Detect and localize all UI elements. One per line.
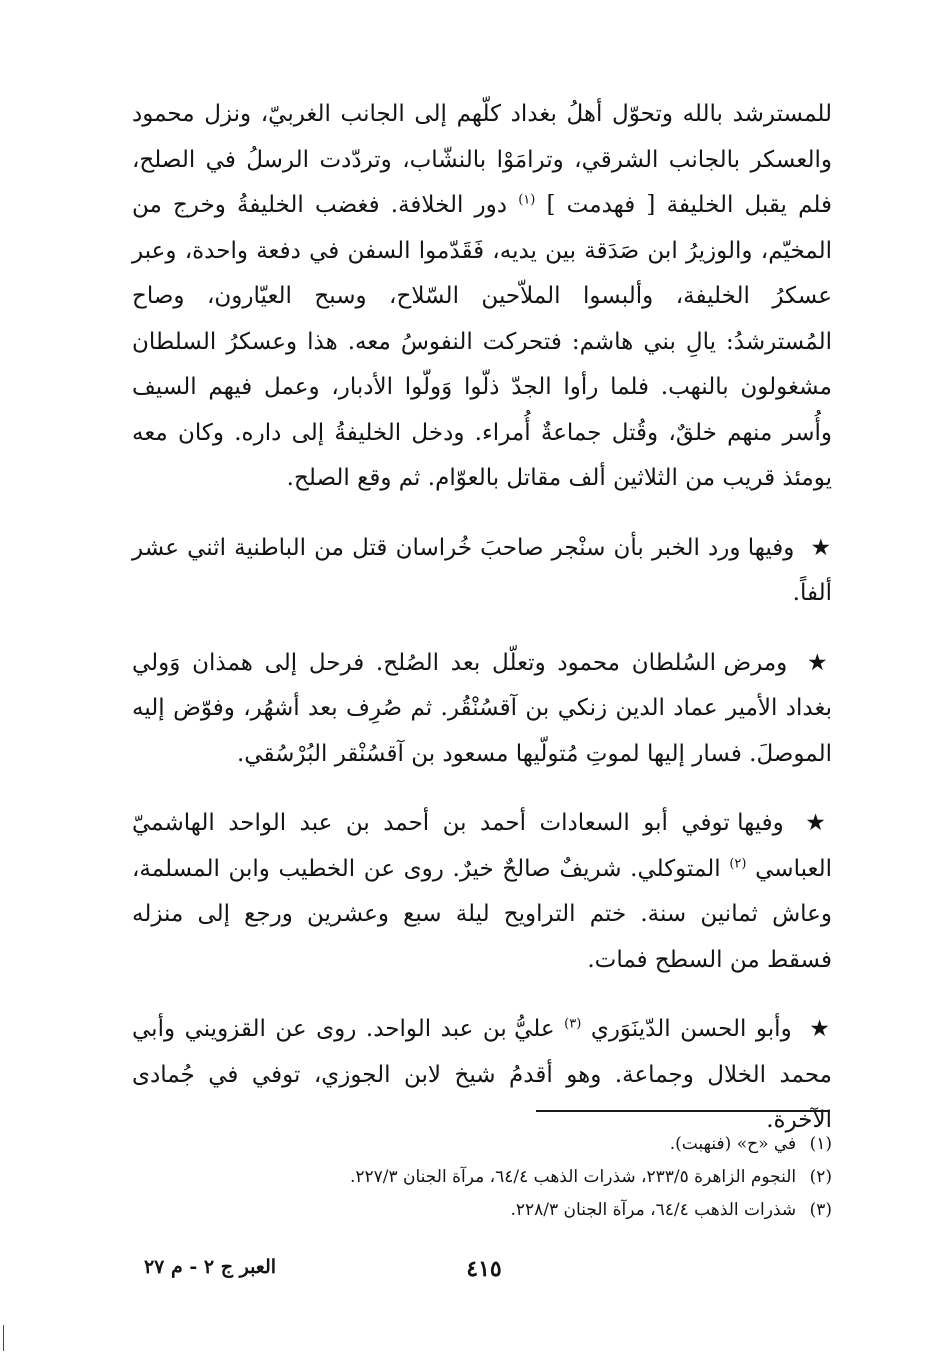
paragraph-1-text-cont: دور الخلافة. فغضب الخليفةُ وخرج من المخيّم، والوزيرُ ابن صَدَقة بين يديه، فَقَدّموا السفن في دفعة واحدة، وعبر عسكرُ الخليفة، وألبسوا الملاّحين السّلاح، وسبح العيّارون، وصاح المُسترشدُ: يالِ بني هاشم: فتحركت النفوسُ معه. هذا وعسكرُ السلطان مشغولون بالنهب. فلما رأوا الجدّ ذلّوا وَولّوا الأدبار، وعمل فيهم السيف وأُسر منهم خلقٌ، وقُتل جماعةٌ أُمراء. ودخل الخليفةُ إلى داره. وكان معه يومئذ قريب من الثلاثين ألف مقاتل بالعوّام. ثم وقع الصلح. — [132, 192, 832, 491]
star-icon: ★ — [809, 1016, 833, 1042]
footnote-ref-1: (١) — [518, 192, 536, 208]
paragraph-4 — [132, 801, 832, 983]
paragraph-2-text: وفيها ورد الخبر بأن سنْجر صاحبَ خُراسان قتل من الباطنية اثني عشر ألفاً. — [132, 534, 832, 606]
footnote-divider — [536, 1110, 830, 1112]
footnote-1 — [132, 1128, 832, 1161]
signature-mark: العبر ج ٢ - م ٢٧ — [143, 1256, 277, 1278]
footnote-text: في «ح» (فنهبت). — [669, 1134, 797, 1154]
star-icon: ★ — [810, 534, 832, 561]
star-icon: ★ — [806, 649, 832, 676]
main-text — [132, 92, 832, 1168]
footnote-number: (١) — [809, 1134, 832, 1154]
paragraph-3 — [132, 641, 832, 778]
footnote-text: النجوم الزاهرة ٢٣٣/٥، شذرات الذهب ٦٤/٤، مرآة الجنان ٢٢٧/٣. — [349, 1167, 797, 1187]
page-number: ٤١٥ — [466, 1256, 502, 1282]
paragraph-1 — [132, 92, 832, 502]
footnote-2 — [132, 1161, 832, 1194]
paragraph-1-text: للمسترشد بالله وتحوّل أهلُ بغداد كلّهم إلى الجانب الغربيّ، ونزل محمود والعسكر بالجانب الشرقي، وترامَوْا بالنشّاب، وتردّدت الرسلُ في الصلح، فلم يقبل الخليفة [ فهدمت ] — [132, 101, 833, 218]
paragraph-4-text: وفيها توفي أبو السعادات أحمد بن أحمد بن عبد الواحد الهاشميّ العباسي — [132, 810, 833, 882]
footnote-3 — [132, 1194, 832, 1227]
paragraph-3-text: ومرض السُلطان محمود وتعلّل بعد الصُلح. فرحل إلى همذان وَولي بغداد الأمير عماد الدين زنكي بن آقسُنْقُر. ثم صُرِف بعد أشهُر، وفوّض إليه الموصلَ. فسار إليها لموتِ مُتولّيها مسعود بن آقسُنْقر البُرْسُقي. — [132, 649, 832, 767]
footnote-number: (٢) — [809, 1167, 832, 1187]
footnote-text: شذرات الذهب ٦٤/٤، مرآة الجنان ٢٢٨/٣. — [510, 1200, 797, 1220]
footnotes — [132, 1128, 832, 1227]
paragraph-5-text-cont: عليُّ بن عبد الواحد. روى عن القزويني وأبي محمد الخلال وجماعة. وهو أقدمُ شيخ لابن الجوزي، توفي في جُمادى الآخرة. — [132, 1016, 832, 1133]
paragraph-5 — [132, 1007, 832, 1144]
scan-edge-mark — [3, 1325, 4, 1351]
footnote-number: (٣) — [809, 1200, 832, 1220]
footnote-ref-2: (٢) — [729, 855, 747, 871]
paragraph-5-text: وأبو الحسن الدّينَوَري — [590, 1016, 792, 1042]
paragraph-4-text-cont: المتوكلي. شريفٌ صالحٌ خيرٌ. روى عن الخطيب وابن المسلمة، وعاش ثمانين سنة. ختم التراويح ليلة سبع وعشرين ورجع إلى منزله فسقط من السطح فمات. — [132, 855, 832, 973]
footnote-ref-3: (٣) — [564, 1016, 582, 1032]
paragraph-2 — [132, 526, 832, 617]
star-icon: ★ — [805, 810, 833, 836]
